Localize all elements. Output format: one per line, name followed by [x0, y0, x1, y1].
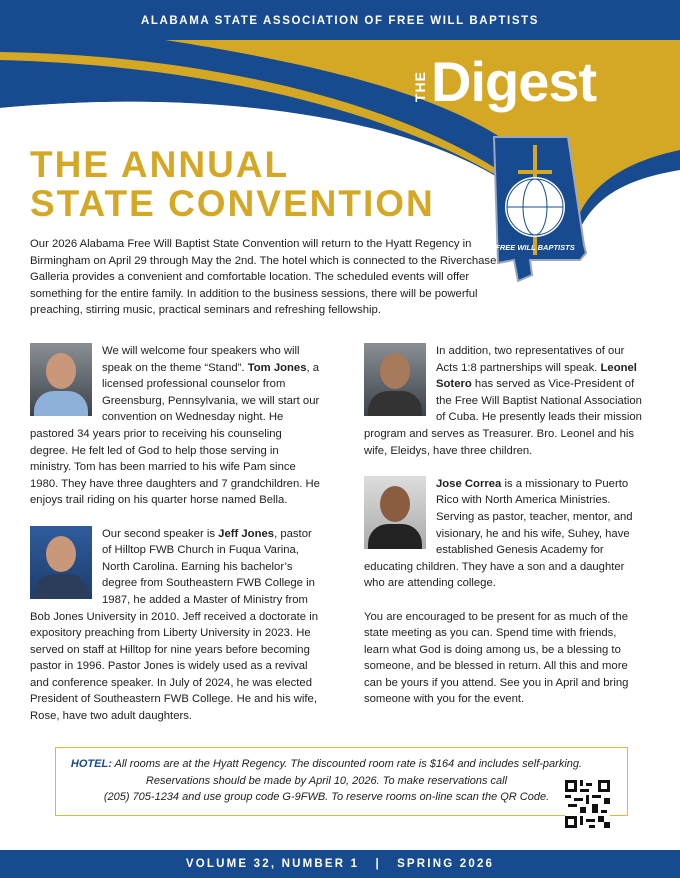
speaker-photo: [364, 343, 426, 416]
speaker-tom-jones: [30, 343, 322, 509]
speaker-text: , pastor of Hilltop FWB Church in Fuqua Varina, North Carolina. Earning his bachelor’s degree from Southeastern FWB College in 1987, he added a Master of Ministry from Bob Jones University in 2010. Jeff received a doctorate in expository preaching from Liberty University in 2023. He served on staff at Hilltop for nine years before becoming pastor in 1996. Pastor Jones is widely used as a revival and conference speaker. In July of 2024, he was elected President of Southeastern FWB College. He and his wife, Rose, have two adult daughters.: [30, 527, 319, 723]
right-column: [364, 343, 644, 708]
speaker-text: has served as Vice-President of the Free Will Baptist National Association of Cuba. He presently leads their mission program and serves as Treasurer. Bro. Leonel and his wife, Eleidys, have three children.: [364, 378, 642, 457]
speaker-jose-correa: [364, 476, 644, 592]
speaker-name: Tom Jones: [247, 361, 307, 374]
speaker-leonel-sotero: [364, 343, 644, 459]
hotel-line-2: Reservations should be made by April 10, 2026. To make reservations call: [145, 774, 508, 787]
footer-issue-info: [0, 850, 680, 878]
speaker-text: We will welcome four speakers who will speak on the theme “Stand”.: [102, 345, 300, 374]
speaker-photo: [364, 476, 426, 549]
intro-paragraph: Our 2026 Alabama Free Will Baptist State Convention will return to the Hyatt Regency in Birmingham on April 29 through May the 2nd. The hotel which is connected to the Riverchase Galleria provides a convenient and comfortable location. The scheduled events will offer something for the entire family. In addition to the business sessions, there will be powerful preaching, stirring music, practical seminars and refreshing fellowship.: [30, 238, 497, 317]
speaker-text: In addition, two representatives of our Acts 1:8 partnerships will speak.: [436, 345, 625, 374]
title-line-2: STATE CONVENTION: [30, 183, 435, 224]
speaker-text: , a licensed professional counselor from Greensburg, Pennsylvania, we will start our convention on Wednesday night. He pastored 34 years prior to receiving his counseling degree. He felt led of God to help those serving in ministry. Tom has been married to his wife Pam since 1980. They have three daughters and 7 grandchildren. He enjoys trail riding on his quarter horse named Bella.: [30, 361, 320, 507]
qr-code-icon[interactable]: [565, 780, 610, 828]
svg-text:FREE WILL BAPTISTS: FREE WILL BAPTISTS: [495, 243, 575, 252]
masthead-title: Digest: [431, 50, 597, 113]
speaker-name: Leonel Sotero: [436, 361, 637, 391]
speaker-name: Jose Correa: [436, 477, 502, 490]
speaker-name: Jeff Jones: [218, 527, 275, 540]
hotel-label: HOTEL:: [70, 758, 112, 770]
left-column: [30, 343, 322, 741]
closing-paragraph: You are encouraged to be present for as much of the state meeting as you can. Spend time with friends, learn what God is doing among us, be a blessing to someone, and be blessed in return. All this and more can be yours if you attend. See you in April and bring someone with you for the event.: [364, 610, 629, 706]
speaker-jeff-jones: [30, 526, 322, 725]
speaker-photo: [30, 343, 92, 416]
hotel-line-3: (205) 705-1234 and use group code G-9FWB. To reserve rooms on-line scan the QR Code.: [103, 791, 550, 803]
speaker-text: Our second speaker is: [102, 527, 219, 540]
speaker-text: is a missionary to Puerto Rico with North America Ministries. Serving as pastor, teacher, mentor, and visionary, he and his wife, Suhey, have established Genesis Academy for educating children. They have a son and a daughter who are attending college.: [364, 477, 633, 590]
page-title: [30, 145, 435, 223]
speaker-photo: [30, 526, 92, 599]
title-line-1: THE ANNUAL: [30, 144, 290, 185]
hotel-line-1: All rooms are at the Hyatt Regency. The discounted room rate is $164 and includes self-parking.: [111, 758, 583, 770]
hotel-info-box: [55, 747, 628, 816]
footer-text: VOLUME 32, NUMBER 1 | SPRING 2026: [185, 858, 495, 870]
organization-name: ALABAMA STATE ASSOCIATION OF FREE WILL BAPTISTS: [140, 15, 540, 27]
digest-masthead: [412, 50, 597, 113]
masthead-the: THE: [412, 71, 428, 102]
